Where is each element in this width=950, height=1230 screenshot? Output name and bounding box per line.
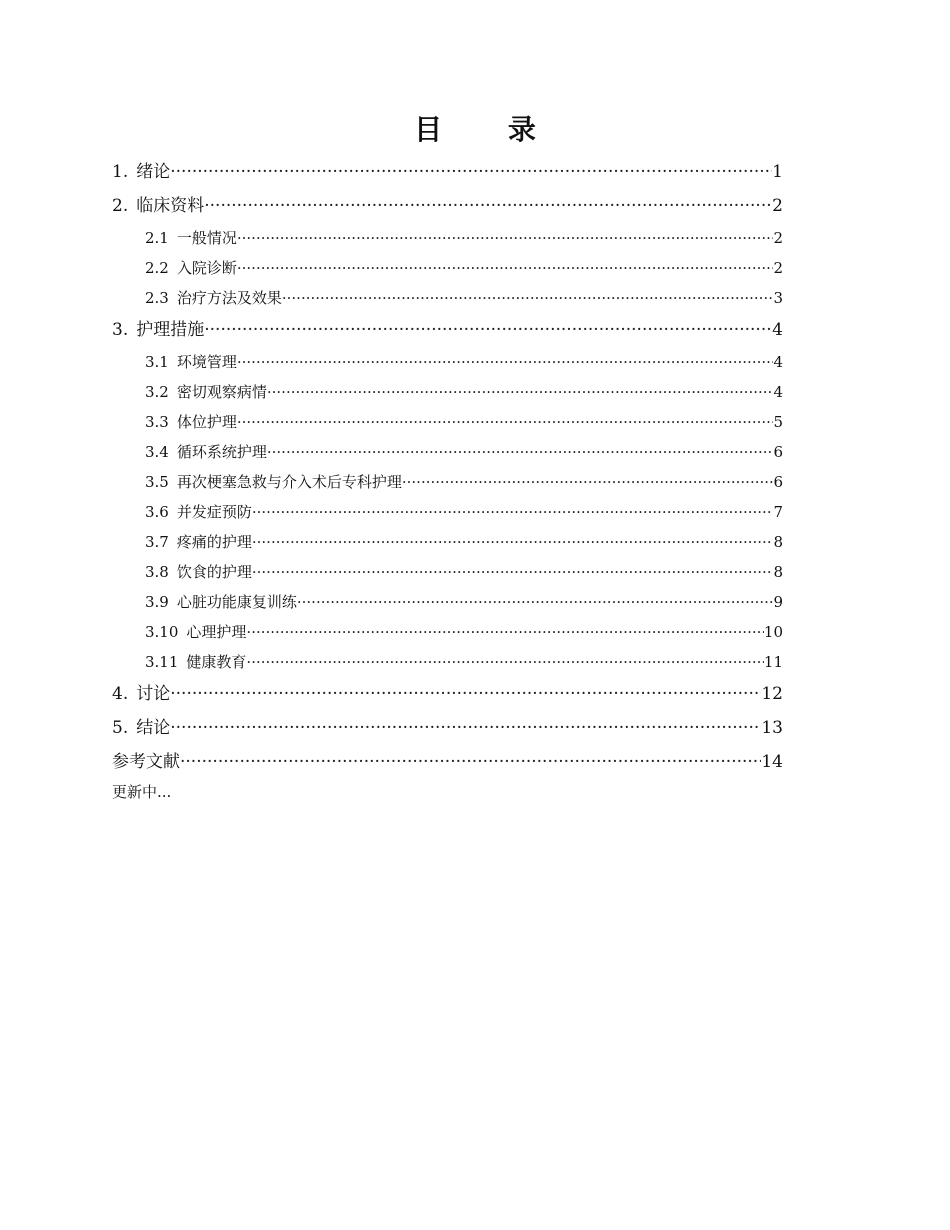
toc-entry[interactable] bbox=[112, 587, 783, 617]
toc-entry-title: 入院诊断 bbox=[176, 259, 237, 277]
toc-entry-page-number: 11 bbox=[763, 653, 783, 671]
toc-entry-number: 3.6 bbox=[145, 503, 169, 521]
toc-entry-page-number: 2 bbox=[772, 196, 783, 216]
toc-entry-page-number: 2 bbox=[773, 229, 783, 247]
toc-dot-leader bbox=[237, 223, 774, 253]
toc-entry-number: 3.11 bbox=[145, 653, 179, 671]
toc-entry-title: 并发症预防 bbox=[176, 503, 252, 521]
toc-dot-leader bbox=[297, 587, 774, 617]
toc-entry-number: 1. bbox=[112, 162, 129, 182]
toc-entry[interactable] bbox=[112, 437, 783, 467]
toc-entry-title: 绪论 bbox=[136, 162, 171, 182]
toc-entry-page-number: 9 bbox=[773, 593, 783, 611]
toc-entry-number: 2. bbox=[112, 196, 129, 216]
toc-dot-leader bbox=[204, 313, 772, 347]
toc-dot-leader bbox=[252, 557, 774, 587]
toc-dot-leader bbox=[252, 497, 774, 527]
toc-entry-title: 护理措施 bbox=[136, 320, 205, 340]
toc-dot-leader bbox=[204, 189, 772, 223]
toc-entry-title: 心理护理 bbox=[186, 623, 247, 641]
toc-entry-number: 2.2 bbox=[145, 259, 169, 277]
toc-entry[interactable] bbox=[112, 283, 783, 313]
toc-entry-title: 一般情况 bbox=[176, 229, 237, 247]
toc-entry[interactable] bbox=[112, 189, 783, 223]
toc-entry[interactable] bbox=[112, 557, 783, 587]
toc-entry[interactable] bbox=[112, 407, 783, 437]
toc-entry-number: 3.1 bbox=[145, 353, 169, 371]
toc-entry-number: 3.5 bbox=[145, 473, 169, 491]
toc-entry[interactable] bbox=[112, 617, 783, 647]
toc-entry-title: 健康教育 bbox=[186, 653, 247, 671]
toc-entry-page-number: 4 bbox=[772, 320, 783, 340]
toc-entry-title: 讨论 bbox=[136, 684, 171, 704]
toc-entry[interactable] bbox=[112, 155, 783, 189]
toc-entry-page-number: 8 bbox=[773, 533, 783, 551]
toc-entry-title: 疼痛的护理 bbox=[176, 533, 252, 551]
toc-entry-number: 3.9 bbox=[145, 593, 169, 611]
toc-entry-page-number: 8 bbox=[773, 563, 783, 581]
toc-entry-title: 体位护理 bbox=[176, 413, 237, 431]
toc-entry-page-number: 4 bbox=[773, 353, 783, 371]
toc-dot-leader bbox=[282, 283, 774, 313]
toc-entry-number: 2.3 bbox=[145, 289, 169, 307]
toc-dot-leader bbox=[170, 155, 772, 189]
toc-entry-page-number: 6 bbox=[773, 473, 783, 491]
toc-dot-leader bbox=[252, 527, 774, 557]
toc-dot-leader bbox=[246, 617, 763, 647]
toc-entry-title: 环境管理 bbox=[176, 353, 237, 371]
toc-entry-title: 饮食的护理 bbox=[176, 563, 252, 581]
toc-entry[interactable] bbox=[112, 647, 783, 677]
toc-entry[interactable] bbox=[112, 677, 783, 711]
toc-entry[interactable] bbox=[112, 497, 783, 527]
toc-entry[interactable] bbox=[112, 467, 783, 497]
toc-entry[interactable] bbox=[112, 745, 783, 779]
toc-entry-title: 治疗方法及效果 bbox=[176, 289, 282, 307]
toc-entry-page-number: 1 bbox=[772, 162, 783, 182]
toc-dot-leader bbox=[237, 253, 774, 283]
table-of-contents bbox=[112, 155, 783, 779]
toc-entry-number: 3.3 bbox=[145, 413, 169, 431]
toc-entry-number: 3. bbox=[112, 320, 129, 340]
toc-title: 目 录 bbox=[414, 113, 564, 146]
toc-entry[interactable] bbox=[112, 377, 783, 407]
toc-dot-leader bbox=[237, 407, 774, 437]
toc-dot-leader bbox=[170, 711, 761, 745]
toc-entry-number: 3.4 bbox=[145, 443, 169, 461]
toc-entry-title: 密切观察病情 bbox=[176, 383, 267, 401]
toc-entry-page-number: 3 bbox=[773, 289, 783, 307]
toc-entry-title: 再次梗塞急救与介入术后专科护理 bbox=[176, 473, 402, 491]
toc-entry-page-number: 4 bbox=[773, 383, 783, 401]
toc-dot-leader bbox=[180, 745, 761, 779]
toc-entry-number: 3.7 bbox=[145, 533, 169, 551]
toc-dot-leader bbox=[267, 437, 774, 467]
toc-dot-leader bbox=[170, 677, 761, 711]
toc-entry-number: 3.8 bbox=[145, 563, 169, 581]
toc-entry[interactable] bbox=[112, 223, 783, 253]
toc-entry-title: 循环系统护理 bbox=[176, 443, 267, 461]
toc-entry[interactable] bbox=[112, 313, 783, 347]
update-status-text: 更新中... bbox=[112, 783, 172, 801]
toc-dot-leader bbox=[246, 647, 763, 677]
toc-entry-number: 2.1 bbox=[145, 229, 169, 247]
toc-entry-title: 临床资料 bbox=[136, 196, 205, 216]
toc-dot-leader bbox=[267, 377, 774, 407]
toc-dot-leader bbox=[402, 467, 774, 497]
toc-entry-page-number: 6 bbox=[773, 443, 783, 461]
toc-entry-page-number: 12 bbox=[761, 684, 783, 704]
toc-entry[interactable] bbox=[112, 347, 783, 377]
toc-entry-page-number: 14 bbox=[761, 752, 783, 772]
toc-entry-number: 3.10 bbox=[145, 623, 179, 641]
toc-entry-title: 参考文献 bbox=[112, 752, 180, 772]
toc-entry-title: 结论 bbox=[136, 718, 171, 738]
toc-entry-page-number: 2 bbox=[773, 259, 783, 277]
toc-dot-leader bbox=[237, 347, 774, 377]
toc-entry-page-number: 5 bbox=[773, 413, 783, 431]
toc-entry[interactable] bbox=[112, 253, 783, 283]
toc-entry-number: 3.2 bbox=[145, 383, 169, 401]
toc-entry-page-number: 7 bbox=[773, 503, 783, 521]
toc-entry-title: 心脏功能康复训练 bbox=[176, 593, 297, 611]
toc-entry[interactable] bbox=[112, 711, 783, 745]
toc-entry-page-number: 10 bbox=[763, 623, 783, 641]
toc-entry-number: 4. bbox=[112, 684, 129, 704]
toc-entry-page-number: 13 bbox=[761, 718, 783, 738]
toc-entry-number: 5. bbox=[112, 718, 129, 738]
toc-entry[interactable] bbox=[112, 527, 783, 557]
